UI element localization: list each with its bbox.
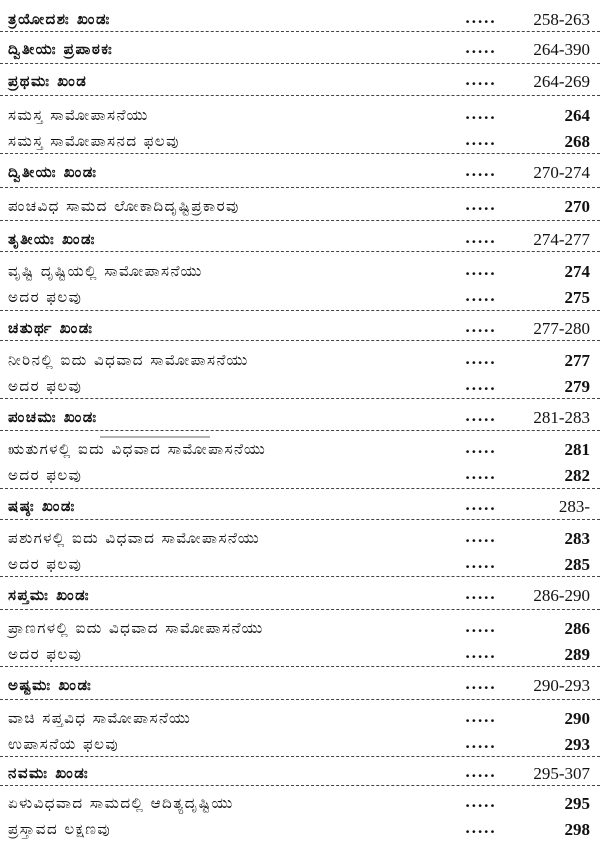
dot-leader: ..... bbox=[465, 105, 497, 123]
dot-leader: ..... bbox=[465, 229, 497, 247]
toc-section-heading bbox=[0, 495, 600, 521]
page-number: 290-293 bbox=[533, 676, 590, 695]
section-divider bbox=[0, 488, 600, 489]
page-number: 264 bbox=[564, 106, 590, 125]
section-divider bbox=[0, 398, 600, 399]
section-divider bbox=[0, 153, 600, 154]
entry-title: ಅದರ ಫಲವು bbox=[8, 645, 83, 663]
page-number: 274 bbox=[564, 262, 590, 281]
toc-entry bbox=[0, 617, 600, 643]
toc-entry bbox=[0, 260, 600, 286]
entry-title: ಪಂಚಮಃ ಖಂಡಃ bbox=[8, 408, 98, 426]
page-number: 281-283 bbox=[533, 408, 590, 427]
print-artifact bbox=[100, 436, 210, 438]
dot-leader: ..... bbox=[465, 287, 497, 305]
page-number: 295 bbox=[564, 794, 590, 813]
section-divider bbox=[0, 666, 600, 667]
entry-title: ಪ್ರಸ್ತಾವದ ಲಕ್ಷಣವು bbox=[8, 820, 112, 838]
page-number: 281 bbox=[564, 440, 590, 459]
toc-entry bbox=[0, 527, 600, 553]
page-number: 282 bbox=[564, 466, 590, 485]
entry-title: ಚತುರ್ಥ ಖಂಡಃ bbox=[8, 319, 94, 337]
dot-leader: ..... bbox=[465, 763, 497, 781]
entry-title: ವಾಚಿ ಸಪ್ತವಿಧ ಸಾಮೋಪಾಸನೆಯು bbox=[8, 709, 192, 727]
entry-title: ಏಳುವಿಧವಾದ ಸಾಮದಲ್ಲಿ ಆದಿತ್ಯದೃಷ್ಟಿಯು bbox=[8, 794, 234, 812]
section-divider bbox=[0, 785, 600, 786]
dot-leader: ..... bbox=[465, 793, 497, 811]
toc-entry bbox=[0, 349, 600, 375]
page-number: 283- bbox=[558, 497, 590, 516]
toc-entry bbox=[0, 792, 600, 818]
entry-title: ಸಮಸ್ತ ಸಾಮೋಪಾಸನದ ಫಲವು bbox=[8, 132, 180, 150]
toc-entry bbox=[0, 818, 600, 844]
section-divider bbox=[0, 63, 600, 64]
section-divider bbox=[0, 699, 600, 700]
page-number: 270 bbox=[564, 197, 590, 216]
entry-title: ಷಷ್ಠಃ ಖಂಡಃ bbox=[8, 497, 76, 515]
entry-title: ಪ್ರಾಣಗಳಲ್ಲಿ ಐದು ವಿಧವಾದ ಸಾಮೋಪಾಸನೆಯು bbox=[8, 619, 264, 637]
dot-leader: ..... bbox=[465, 618, 497, 636]
entry-title: ಅದರ ಫಲವು bbox=[8, 377, 83, 395]
page-number: 285 bbox=[564, 555, 590, 574]
entry-title: ನೀರಿನಲ್ಲಿ ಐದು ವಿಧವಾದ ಸಾಮೋಪಾಸನೆಯು bbox=[8, 351, 249, 369]
toc-section-heading bbox=[0, 406, 600, 432]
entry-title: ಉಪಾಸನೆಯ ಫಲವು bbox=[8, 735, 120, 753]
toc-entry bbox=[0, 464, 600, 490]
page-number: 258-263 bbox=[533, 10, 590, 29]
page-number: 279 bbox=[564, 377, 590, 396]
dot-leader: ..... bbox=[465, 196, 497, 214]
entry-title: ಸಪ್ತಮಃ ಖಂಡಃ bbox=[8, 586, 90, 604]
section-divider bbox=[0, 430, 600, 431]
dot-leader: ..... bbox=[465, 644, 497, 662]
dot-leader: ..... bbox=[465, 819, 497, 837]
page-number: 290 bbox=[564, 709, 590, 728]
page-number: 277-280 bbox=[533, 319, 590, 338]
entry-title: ವೃಷ್ಟಿ ದೃಷ್ಟಿಯಲ್ಲಿ ಸಾಮೋಪಾಸನೆಯು bbox=[8, 262, 203, 280]
dot-leader: ..... bbox=[465, 39, 497, 57]
dot-leader: ..... bbox=[465, 131, 497, 149]
toc-entry bbox=[0, 707, 600, 733]
dot-leader: ..... bbox=[465, 439, 497, 457]
toc-section-heading bbox=[0, 70, 600, 96]
dot-leader: ..... bbox=[465, 318, 497, 336]
dot-leader: ..... bbox=[465, 162, 497, 180]
entry-title: ಸಮಸ್ತ ಸಾಮೋಪಾಸನೆಯು bbox=[8, 106, 149, 124]
entry-title: ಪ್ರಥಮಃ ಖಂಡ bbox=[8, 72, 88, 90]
toc-entry bbox=[0, 104, 600, 130]
toc-section-heading bbox=[0, 161, 600, 187]
entry-title: ತ್ರಯೋದಶಃ ಖಂಡಃ bbox=[8, 10, 111, 28]
page-number: 283 bbox=[564, 529, 590, 548]
page-number: 275 bbox=[564, 288, 590, 307]
dot-leader: ..... bbox=[465, 407, 497, 425]
entry-title: ಋತುಗಳಲ್ಲಿ ಐದು ವಿಧವಾದ ಸಾಮೋಪಾಸನೆಯು bbox=[8, 440, 267, 458]
toc-entry bbox=[0, 286, 600, 312]
dot-leader: ..... bbox=[465, 496, 497, 514]
section-divider bbox=[0, 31, 600, 32]
section-divider bbox=[0, 519, 600, 520]
section-divider bbox=[0, 756, 600, 757]
entry-title: ಪಂಚವಿಧ ಸಾಮದ ಲೋಕಾದಿದೃಷ್ಟಿಪ್ರಕಾರವು bbox=[8, 197, 240, 215]
section-divider bbox=[0, 187, 600, 188]
entry-title: ಅದರ ಫಲವು bbox=[8, 555, 83, 573]
page-number: 289 bbox=[564, 645, 590, 664]
entry-title: ತೃತೀಯಃ ಖಂಡಃ bbox=[8, 230, 96, 248]
toc-section-heading bbox=[0, 584, 600, 610]
dot-leader: ..... bbox=[465, 675, 497, 693]
dot-leader: ..... bbox=[465, 528, 497, 546]
section-divider bbox=[0, 95, 600, 96]
entry-title: ದ್ವಿತೀಯಃ ಪ್ರಪಾಠಕಃ bbox=[8, 40, 114, 58]
entry-title: ಅದರ ಫಲವು bbox=[8, 288, 83, 306]
page-number: 286-290 bbox=[533, 586, 590, 605]
dot-leader: ..... bbox=[465, 71, 497, 89]
dot-leader: ..... bbox=[465, 350, 497, 368]
section-divider bbox=[0, 340, 600, 341]
dot-leader: ..... bbox=[465, 554, 497, 572]
section-divider bbox=[0, 251, 600, 252]
page-number: 295-307 bbox=[533, 764, 590, 783]
dot-leader: ..... bbox=[465, 708, 497, 726]
page-number: 264-390 bbox=[533, 40, 590, 59]
section-divider bbox=[0, 310, 600, 311]
dot-leader: ..... bbox=[465, 376, 497, 394]
entry-title: ಪಶುಗಳಲ್ಲಿ ಐದು ವಿಧವಾದ ಸಾಮೋಪಾಸನೆಯು bbox=[8, 529, 261, 547]
page-number: 277 bbox=[564, 351, 590, 370]
dot-leader: ..... bbox=[465, 465, 497, 483]
section-divider bbox=[0, 576, 600, 577]
toc-entry bbox=[0, 195, 600, 221]
dot-leader: ..... bbox=[465, 261, 497, 279]
entry-title: ಅದರ ಫಲವು bbox=[8, 466, 83, 484]
entry-title: ಅಷ್ಟಮಃ ಖಂಡಃ bbox=[8, 676, 93, 694]
dot-leader: ..... bbox=[465, 734, 497, 752]
toc-section-heading bbox=[0, 674, 600, 700]
page-number: 270-274 bbox=[533, 163, 590, 182]
page-number: 274-277 bbox=[533, 230, 590, 249]
page-number: 268 bbox=[564, 132, 590, 151]
dot-leader: ..... bbox=[465, 9, 497, 27]
section-divider bbox=[0, 220, 600, 221]
toc-section-heading bbox=[0, 38, 600, 64]
page-number: 293 bbox=[564, 735, 590, 754]
dot-leader: ..... bbox=[465, 585, 497, 603]
entry-title: ದ್ವಿತೀಯಃ ಖಂಡಃ bbox=[8, 163, 98, 181]
page-number: 286 bbox=[564, 619, 590, 638]
toc-entry bbox=[0, 438, 600, 464]
entry-title: ನವಮಃ ಖಂಡಃ bbox=[8, 764, 90, 782]
page-number: 264-269 bbox=[533, 72, 590, 91]
section-divider bbox=[0, 609, 600, 610]
page-number: 298 bbox=[564, 820, 590, 839]
